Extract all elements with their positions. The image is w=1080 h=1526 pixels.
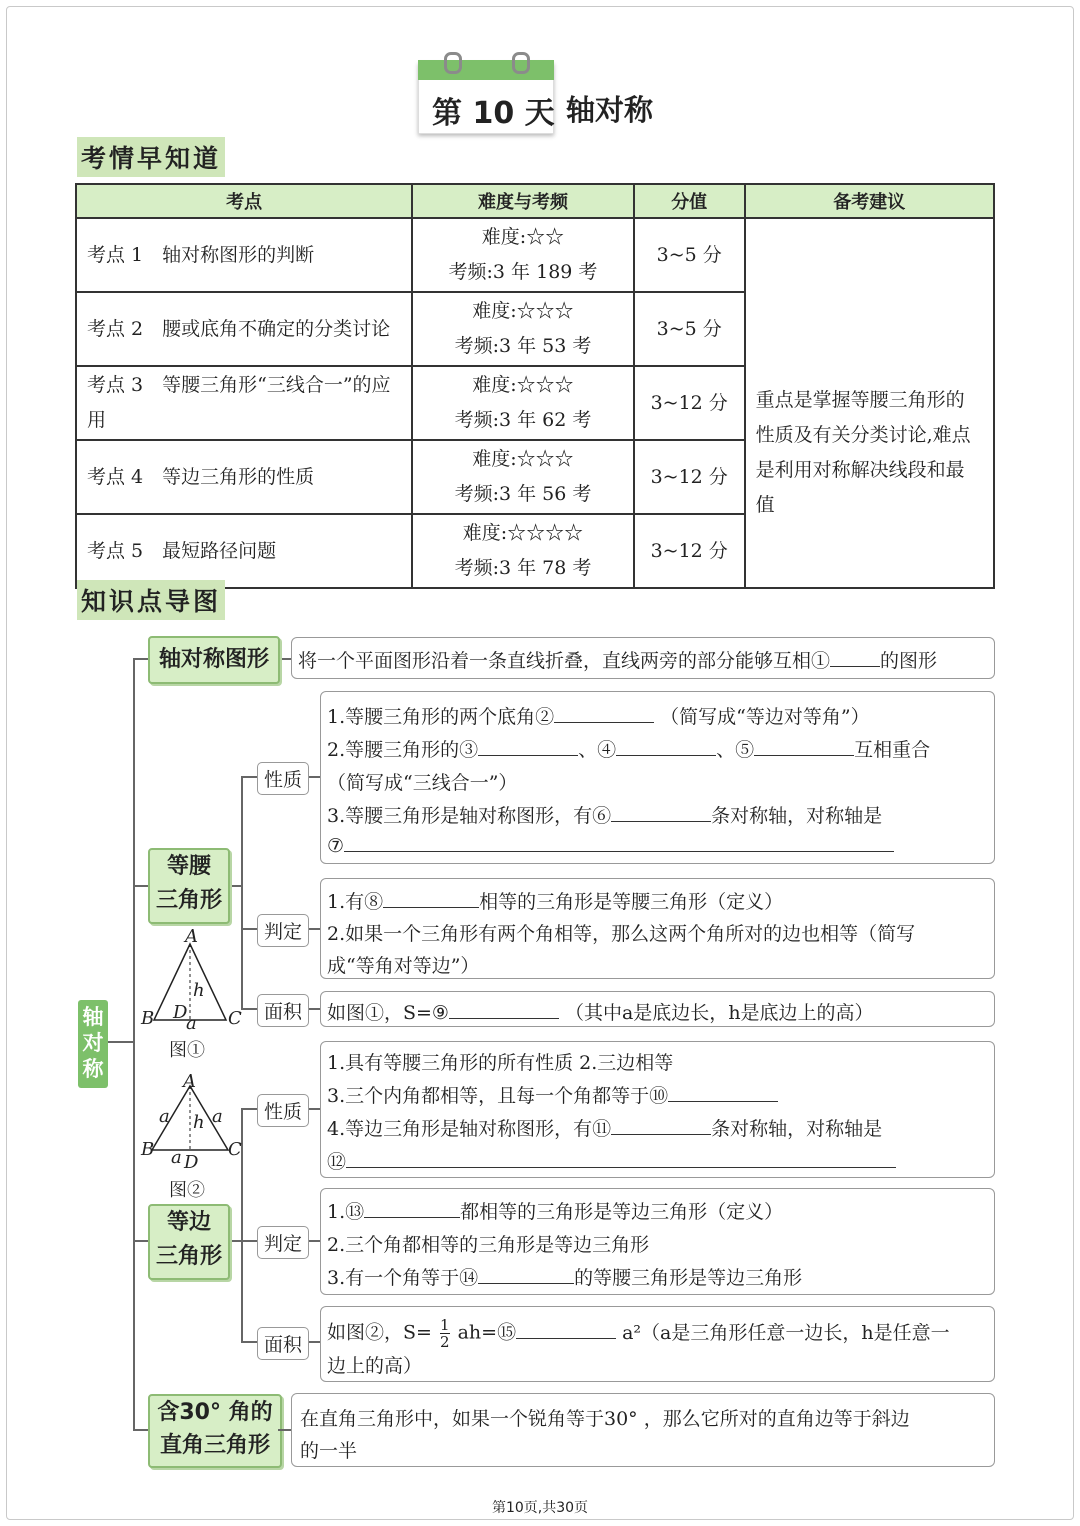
area-line: 边上的高） [327,1355,423,1377]
vertex-label: B [141,1139,155,1160]
fraction [440,1317,450,1350]
node-label: 直角三角形 [159,1433,270,1458]
tag-area: 面积 [257,994,309,1027]
connector [133,658,149,660]
figure-caption: 图② [169,1180,205,1201]
prop-line: 2.等腰三角形的③ 、④ 、⑤ 互相重合 [327,739,931,761]
section-heading: 知识点导图 [77,580,225,620]
answer-blank [478,1265,574,1284]
exam-point: 考点 5 最短路径问题 [76,514,412,588]
answer-blank [449,1000,559,1019]
connector [241,1240,257,1242]
score: 3~12 分 [634,366,745,440]
judge-line: 1.⑬ 都相等的三角形是等边三角形（定义） [327,1201,784,1223]
connector [108,1041,134,1043]
answer-blank [554,704,654,723]
exam-point: 考点 4 等边三角形的性质 [76,440,412,514]
difficulty-cell [412,218,634,292]
column-header: 考点 [76,184,412,218]
advice: 重点是掌握等腰三角形的性质及有关分类讨论,难点是利用对称解决线段和最值 [745,218,994,588]
judge-line: 3.有一个角等于⑭ 的等腰三角形是等边三角形 [327,1267,803,1289]
section-heading: 考情早知道 [77,137,225,177]
difficulty: 难度:☆☆☆☆ [462,522,584,544]
answer-blank [516,1320,616,1339]
fraction-denominator: 2 [439,1333,450,1351]
vertex-label: B [141,1008,155,1029]
node-label: 等腰 [166,854,211,879]
page-number: 第10页,共30页 [491,1500,589,1516]
difficulty-cell [412,366,634,440]
judge-line: 2.如果一个三角形有两个角相等，那么这两个角所对的边也相等（简写 [327,923,916,945]
difficulty-cell [412,514,634,588]
score: 3~12 分 [634,440,745,514]
prop-line: 3.三个内角都相等，且每一个角都等于⑩ [327,1081,778,1108]
difficulty: 难度:☆☆☆ [472,300,574,322]
prop-line: 4.等边三角形是轴对称图形，有⑪ 条对称轴，对称轴是 [327,1118,883,1140]
vertex-label: A [185,926,198,947]
difficulty: 难度:☆☆☆ [472,374,574,396]
area-line: 如图①，S=⑨ （其中a是底边长，h是底边上的高） [327,1002,874,1024]
answer-blank [611,1116,711,1135]
answer-blank [346,1149,896,1168]
tag-judgement: 判定 [257,914,309,947]
node-right-triangle-30 [148,1394,282,1468]
connector [241,776,257,778]
node-equilateral [148,1204,230,1280]
column-header: 难度与考频 [412,184,634,218]
score: 3~5 分 [634,292,745,366]
connector [133,1429,149,1431]
page-title: 轴对称 [566,93,654,127]
frequency: 考频:3 年 189 考 [448,261,598,283]
answer-blank [754,737,854,756]
prop-line: ⑦ [327,833,894,857]
node-label: 三角形 [155,888,222,913]
difficulty-cell [412,292,634,366]
vertex-label: D [173,1002,188,1023]
judge-line: 2.三个角都相等的三角形是等边三角形 [327,1234,650,1256]
table-header-row [76,184,994,218]
side-label: a [159,1106,170,1127]
exam-point: 考点 1 轴对称图形的判断 [76,218,412,292]
node-isosceles [148,848,230,924]
root-char: 称 [82,1057,104,1081]
equilateral-judgement-box [320,1188,995,1295]
exam-point: 考点 3 等腰三角形“三线合一”的应用 [76,366,412,440]
answer-blank [668,1083,778,1102]
difficulty-cell [412,440,634,514]
node-axis-figure: 轴对称图形 [148,636,280,684]
node-label: 含30° 角的 [157,1400,273,1425]
answer-blank [616,737,716,756]
side-label: a [212,1106,223,1127]
prop-line: （简写成“三线合一”） [327,772,518,794]
judge-line: 成“等角对等边”） [327,955,480,977]
connector [133,1240,149,1242]
exam-table [75,183,995,589]
answer-blank [344,833,894,852]
vertex-label: C [228,1008,242,1029]
tag-area: 面积 [257,1327,309,1360]
frequency: 考频:3 年 53 考 [454,335,592,357]
isosceles-area-box [320,991,995,1027]
node-label: 等边 [166,1210,211,1235]
root-node [78,1000,108,1088]
side-label: a [171,1147,182,1168]
root-char: 轴 [82,1005,104,1029]
title-card-header [418,60,554,80]
base-label: a [186,1013,197,1034]
tag-properties: 性质 [257,762,309,795]
frequency: 考频:3 年 62 考 [454,409,592,431]
prop-line: 3.等腰三角形是轴对称图形，有⑥ 条对称轴，对称轴是 [327,805,883,827]
answer-blank [611,803,711,822]
judge-line: 1.有⑧ 相等的三角形是等腰三角形（定义） [327,891,784,913]
vertex-label: A [183,1071,196,1092]
connector [278,658,292,660]
column-header: 分值 [634,184,745,218]
answer-blank [383,889,479,908]
score: 3~12 分 [634,514,745,588]
fraction-numerator: 1 [439,1316,450,1334]
ring-icon [512,52,530,74]
connector [278,1429,292,1431]
difficulty: 难度:☆☆☆ [472,448,574,470]
connector [133,658,135,1430]
root-char: 对 [82,1031,104,1055]
right-triangle-30-box [291,1393,995,1467]
column-header: 备考建议 [745,184,994,218]
connector [241,1341,257,1343]
exam-point: 考点 2 腰或底角不确定的分类讨论 [76,292,412,366]
answer-blank [364,1199,460,1218]
score: 3~5 分 [634,218,745,292]
prop-line: ⑫ [327,1147,896,1174]
connector [133,885,149,887]
isosceles-properties-box [320,691,995,864]
equilateral-area-box [320,1306,995,1382]
ring-icon [444,52,462,74]
prop-line: 1.等腰三角形的两个底角② （简写成“等边对等角”） [327,706,870,728]
answer-blank [830,648,880,667]
isosceles-judgement-box [320,878,995,979]
connector [228,1240,242,1242]
node-label: 三角形 [155,1244,222,1269]
answer-blank [478,737,578,756]
table-row [76,218,994,292]
frequency: 考频:3 年 56 考 [454,483,592,505]
tag-judgement: 判定 [257,1226,309,1259]
difficulty: 难度:☆☆ [481,226,565,248]
connector [228,885,242,887]
height-label: h [193,980,205,1001]
vertex-label: C [228,1139,242,1160]
height-label: h [193,1112,205,1133]
prop-line: 1.具有等腰三角形的所有性质 2.三边相等 [327,1052,674,1074]
frequency: 考频:3 年 78 考 [454,557,592,579]
equilateral-properties-box [320,1041,995,1178]
tag-properties: 性质 [257,1094,309,1127]
day-number: 第 10 天 [432,96,555,131]
figure-caption: 图① [169,1040,205,1061]
vertex-label: D [184,1152,199,1173]
axis-definition-box [291,637,995,679]
theorem-line: 的一半 [300,1440,358,1462]
area-line: 如图②，S= $\frac{1}{2}$ ah=⑮ a²（a是三角形任意一边长，h是任意一 [327,1316,950,1351]
theorem-line: 在直角三角形中，如果一个锐角等于30° ，那么它所对的直角边等于斜边 [300,1408,910,1430]
axis-definition: 将一个平面图形沿着一条直线折叠，直线两旁的部分能够互相① 的图形 [298,650,938,672]
